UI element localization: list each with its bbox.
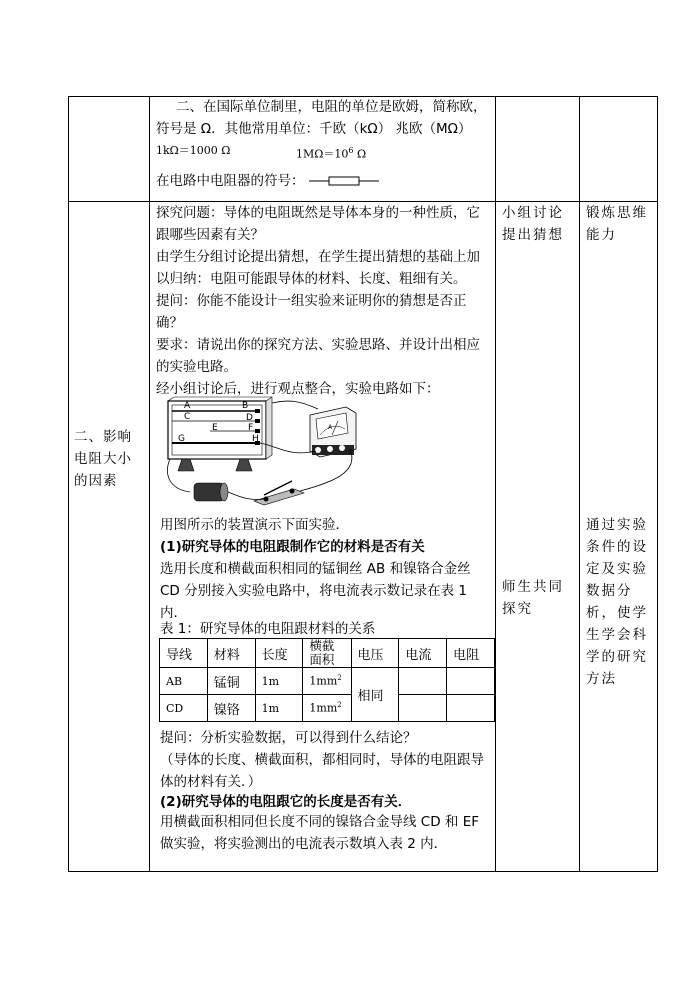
table-row (160, 668, 495, 695)
table-row (160, 695, 495, 722)
diagram-label-a: A (184, 401, 191, 411)
diagram-label-d: D (246, 413, 253, 423)
cell-wire: AB (160, 668, 208, 695)
goal-scientific-method: 通过实验条件的设定及实验数据分析，使学生学会科学的研究方法 (586, 517, 648, 687)
cell-current (399, 668, 447, 695)
header-length: 长度 (255, 639, 303, 668)
diagram-label-b: B (242, 401, 249, 411)
cell-area: $1mm^2$ (303, 695, 351, 722)
goal-thinking-ability: 锻炼思维能力 (586, 205, 648, 243)
requirement-paragraph: 要求：请说出你的探究方法、实验思路、并设计出相应的实验电路。 (156, 337, 480, 375)
mohm-conversion: $1M\Omega=10^6$ Ω (296, 146, 367, 161)
header-resistance: 电阻 (447, 639, 495, 668)
cell-material: 锰铜 (207, 668, 255, 695)
kohm-conversion: 1kΩ＝1000 Ω (156, 144, 231, 157)
cell-current (399, 695, 447, 722)
col-border-1 (149, 96, 150, 872)
unit-definition-line-1: 二、在国际单位制里，电阻的单位是欧姆，简称欧， (176, 99, 487, 115)
experiment-2-description: 用横截面积相同但长度不同的镍铬合金导线 CD 和 EF 做实验，将实验测出的电流表示数填入表 2 内． (160, 814, 479, 852)
circuit-intro: 经小组讨论后，进行观点整合，实验电路如下： (156, 381, 440, 397)
table-1-caption: 表 1：研究导体的电阻跟材料的关系 (160, 621, 376, 637)
cell-length: 1m (255, 695, 303, 722)
experiment-1-heading: (1)研究导体的电阻跟制作它的材料是否有关 (160, 539, 425, 555)
hypothesis-paragraph: 由学生分组讨论提出猜想，在学生提出猜想的基础上加以归纳：电阻可能跟导体的材料、长度、粗细有关。 (156, 249, 480, 287)
col-border-0 (68, 96, 69, 872)
unit-definition-line-2: 符号是 Ω．其他常用单位：千欧（kΩ） 兆欧（MΩ） (156, 121, 472, 137)
col-border-4 (657, 96, 658, 872)
material-comparison-table (159, 638, 495, 722)
diagram-label-g: G (178, 434, 185, 444)
table-header-row (160, 639, 495, 668)
experiment-1-description: 选用长度和横截面积相同的锰铜丝 AB 和镍铬合金丝 CD 分别接入实验电路中，将电流表示数记录在表 1 内． (160, 561, 471, 621)
cell-material: 镍铬 (207, 695, 255, 722)
analysis-question: 提问：分析实验数据，可以得到什么结论？ (160, 730, 417, 746)
inquiry-question: 探究问题：导体的电阻既然是导体本身的一种性质，它跟哪些因素有关？ (156, 205, 480, 243)
header-voltage: 电压 (351, 639, 399, 668)
activity-joint-inquiry: 师生共同探究 (502, 579, 564, 617)
cell-wire: CD (160, 695, 208, 722)
section-label: 二、影响电阻大小的因素 (74, 429, 132, 489)
col-border-2 (495, 96, 496, 872)
experiment-circuit-diagram (160, 393, 368, 513)
header-wire: 导线 (160, 639, 208, 668)
design-question: 提问：你能不能设计一组实验来证明你的猜想是否正确？ (156, 293, 467, 331)
experiment-2-heading: (2)研究导体的电阻跟它的长度是否有关． (160, 794, 412, 810)
svg-text:A: A (328, 424, 333, 431)
header-material: 材料 (207, 639, 255, 668)
header-area: 横截面积 (303, 639, 351, 668)
col-border-3 (579, 96, 580, 872)
diagram-label-h: H (252, 434, 259, 444)
table-bottom-border (68, 871, 658, 872)
conclusion-1: （导体的长度、横截面积，都相同时，导体的电阻跟导体的材料有关．） (160, 752, 484, 790)
cell-area: $1mm^2$ (303, 668, 351, 695)
demo-intro: 用图所示的装置演示下面实验． (160, 517, 349, 533)
header-current: 电流 (399, 639, 447, 668)
diagram-label-f: F (248, 423, 254, 433)
diagram-label-e: E (212, 423, 218, 433)
cell-resistance (447, 668, 495, 695)
activity-group-discussion: 小组讨论提出猜想 (502, 205, 564, 243)
cell-resistance (447, 695, 495, 722)
resistor-symbol-label: 在电路中电阻器的符号： (156, 170, 379, 192)
diagram-label-c: C (184, 412, 191, 422)
resistor-symbol-icon (309, 175, 379, 187)
cell-length: 1m (255, 668, 303, 695)
cell-voltage: 相同 (351, 668, 399, 722)
